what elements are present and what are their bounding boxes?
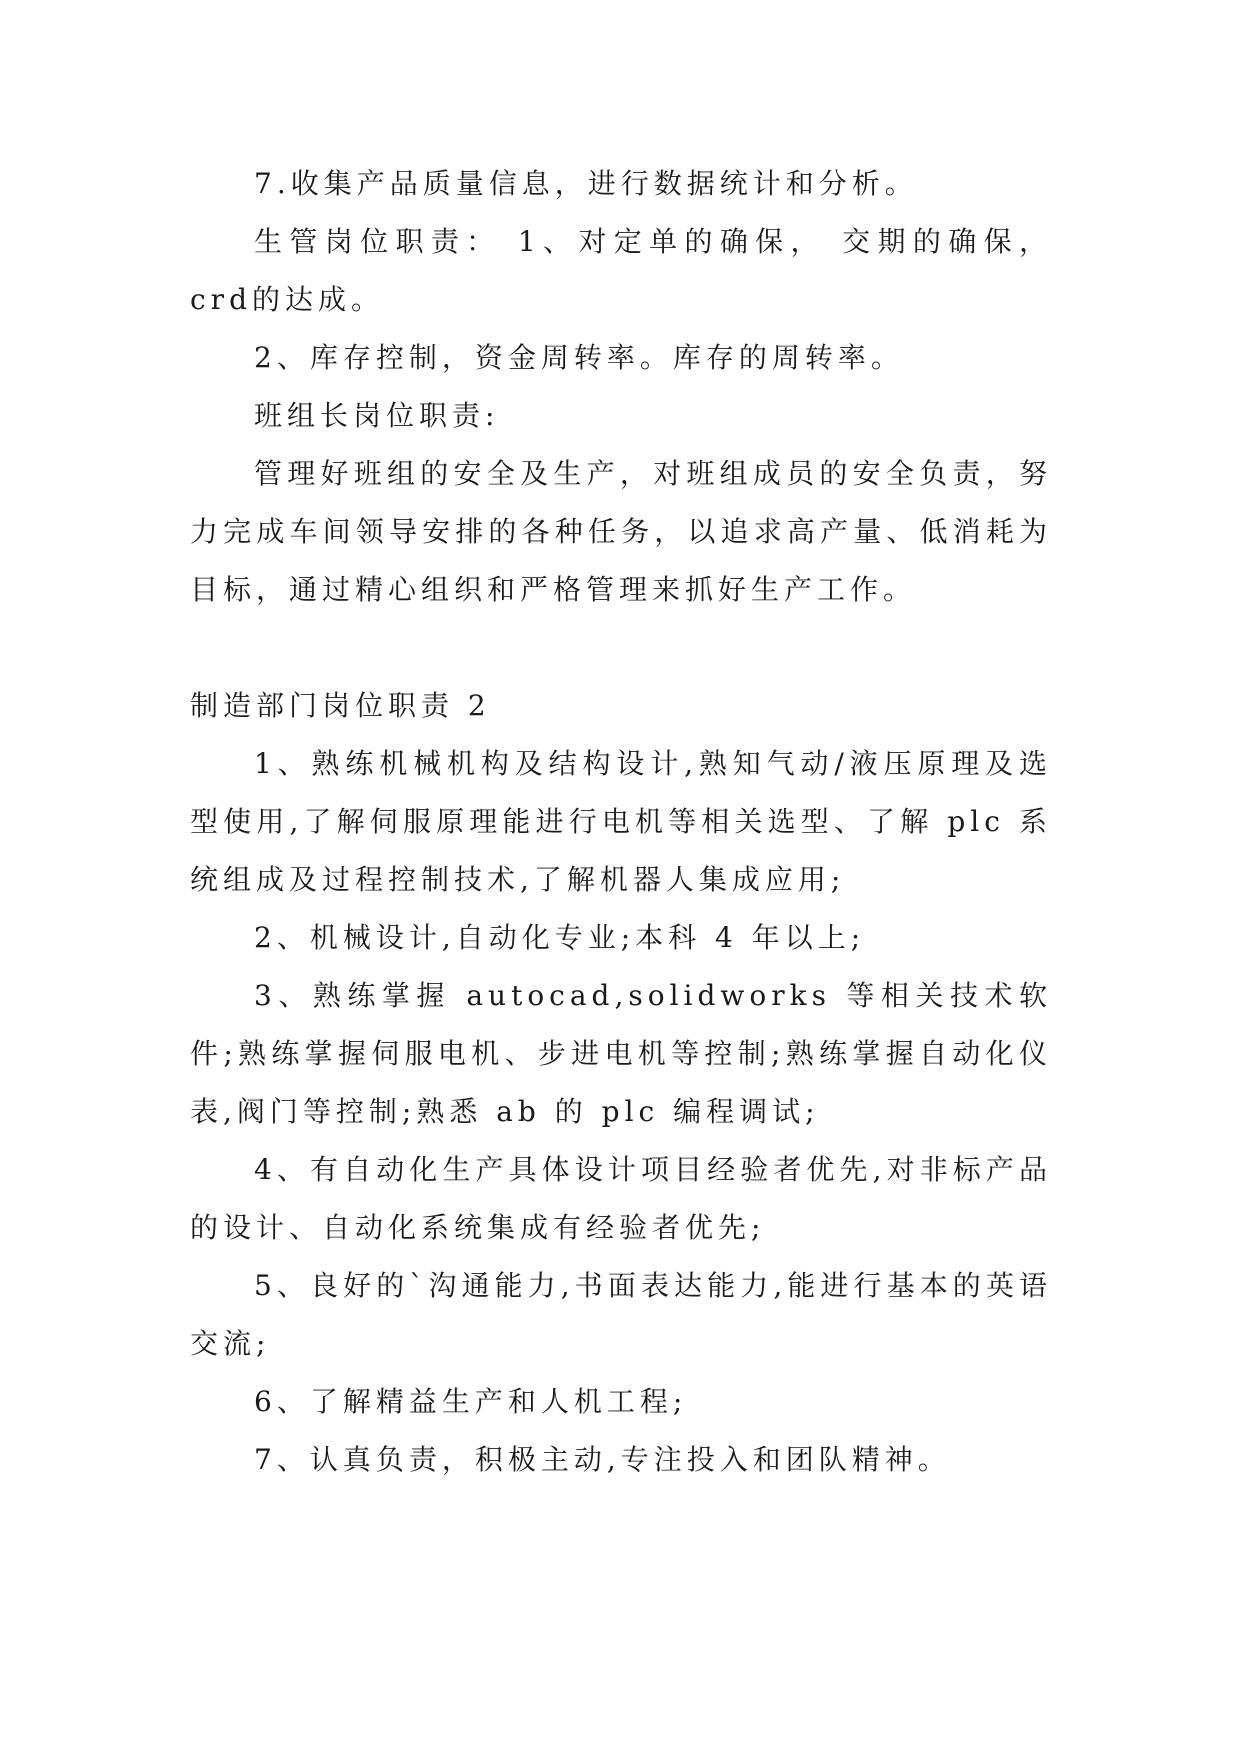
paragraph-production-mgmt-duties: 生管岗位职责： 1、对定单的确保， 交期的确保，crd的达成。 — [190, 225, 1052, 316]
section-spacer — [190, 619, 1052, 677]
list-item: 6、了解精益生产和人机工程; — [254, 1385, 688, 1418]
list-item: 1、熟练机械机构及结构设计,熟知气动/液压原理及选型使用,了解伺服原理能进行电机等相关选型、了解 plc 系统组成及过程控制技术,了解机器人集成应用; — [190, 747, 1052, 896]
list-item: 2、机械设计,自动化专业;本科 4 年以上; — [254, 921, 866, 954]
paragraph-quality-info: 7.收集产品质量信息，进行数据统计和分析。 — [254, 167, 918, 200]
paragraph-inventory-control: 2、库存控制，资金周转率。库存的周转率。 — [254, 341, 904, 374]
list-item: 7、认真负责，积极主动,专注投入和团队精神。 — [254, 1443, 951, 1476]
paragraph-team-leader-duties: 管理好班组的安全及生产，对班组成员的安全负责，努力完成车间领导安排的各种任务，以追求高产量、低消耗为目标，通过精心组织和严格管理来抓好生产工作。 — [190, 457, 1052, 606]
list-item: 3、熟练掌握 autocad,solidworks 等相关技术软件;熟练掌握伺服电机、步进电机等控制;熟练掌握自动化仪表,阀门等控制;熟悉 ab 的 plc 编程调试; — [190, 979, 1052, 1128]
paragraph-team-leader-heading: 班组长岗位职责: — [254, 399, 500, 432]
list-item: 4、有自动化生产具体设计项目经验者优先,对非标产品的设计、自动化系统集成有经验者优先; — [190, 1153, 1052, 1244]
section-title: 制造部门岗位职责 2 — [190, 689, 491, 722]
document-body — [190, 155, 1052, 1489]
list-item: 5、良好的`沟通能力,书面表达能力,能进行基本的英语交流; — [190, 1269, 1052, 1360]
